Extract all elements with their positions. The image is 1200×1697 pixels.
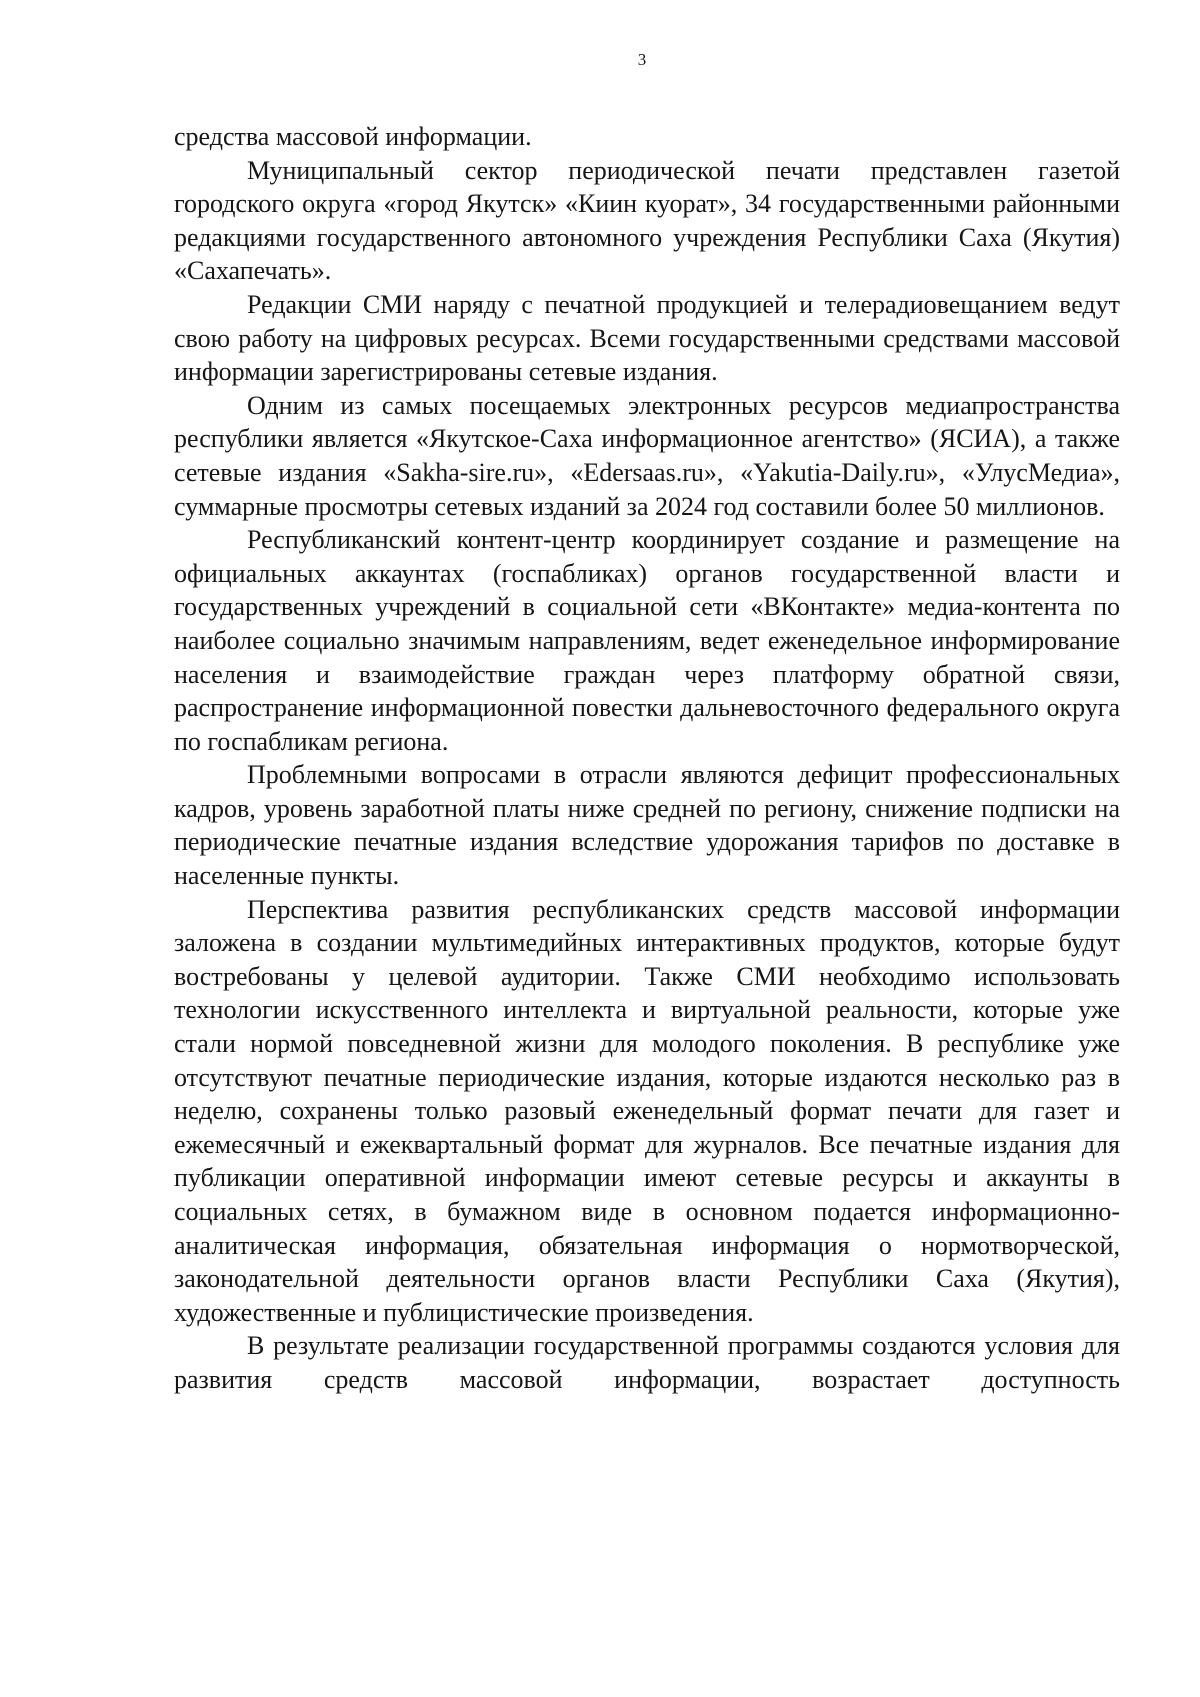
paragraph: Муниципальный сектор периодической печати представлен газетой городского округа «город Якутск» «Киин куорат», 34 государственными районными редакциями государственного автономного учреждения Республики Саха (Якутия) «Сахапечать». <box>174 155 1120 286</box>
paragraph: В результате реализации государственной программы создаются условия для развития средств массовой информации, возрастает доступность <box>174 1331 1120 1394</box>
paragraph: Перспектива развития республиканских средств массовой информации заложена в создании мультимедийных интерактивных продуктов, которые будут востребованы у целевой аудитории. Также СМИ необходимо использовать технологии искусственного интеллекта и виртуальной реальности, которые уже стали нормой повседневной жизни для молодого поколения. В республике уже отсутствуют печатные периодические издания, которые издаются несколько раз в неделю, сохранены только разовый еженедельный формат печати для газет и ежемесячный и ежеквартальный формат для журналов. Все печатные издания для публикации оперативной информации имеют сетевые ресурсы и аккаунты в социальных сетях, в бумажном виде в основном подается информационно-аналитическая информация, обязательная информация о нормотворческой, законодательной деятельности органов власти Республики Саха (Якутия), художественные и публицистические произведения. <box>174 894 1120 1327</box>
page-number: 3 <box>637 50 647 69</box>
paragraph: Одним из самых посещаемых электронных ресурсов медиапространства республики является «Якутское-Саха информационное агентство» (ЯСИА), а также сетевые издания «Sakha-sire.ru», «Edersaas.ru», «Yakutia-Daily.ru», «УлусМедиа», суммарные просмотры сетевых изданий за 2024 год составили более 50 миллионов. <box>174 390 1120 521</box>
paragraph: Проблемными вопросами в отрасли являются дефицит профессиональных кадров, уровень заработной платы ниже средней по региону, снижение подписки на периодические печатные издания вследствие удорожания тарифов по доставке в населенные пункты. <box>174 760 1120 891</box>
paragraph: средства массовой информации. <box>174 122 532 151</box>
document-body <box>174 120 1120 1397</box>
paragraph: Редакции СМИ наряду с печатной продукцией и телерадиовещанием ведут свою работу на цифровых ресурсах. Всеми государственными средствами массовой информации зарегистрированы сетевые издания. <box>174 289 1120 387</box>
paragraph: Республиканский контент-центр координирует создание и размещение на официальных аккаунтах (госпабликах) органов государственной власти и государственных учреждений в социальной сети «ВКонтакте» медиа-контента по наиболее социально значимым направлениям, ведет еженедельное информирование населения и взаимодействие граждан через платформу обратной связи, распространение информационной повестки дальневосточного федерального округа по госпабликам региона. <box>174 525 1120 756</box>
